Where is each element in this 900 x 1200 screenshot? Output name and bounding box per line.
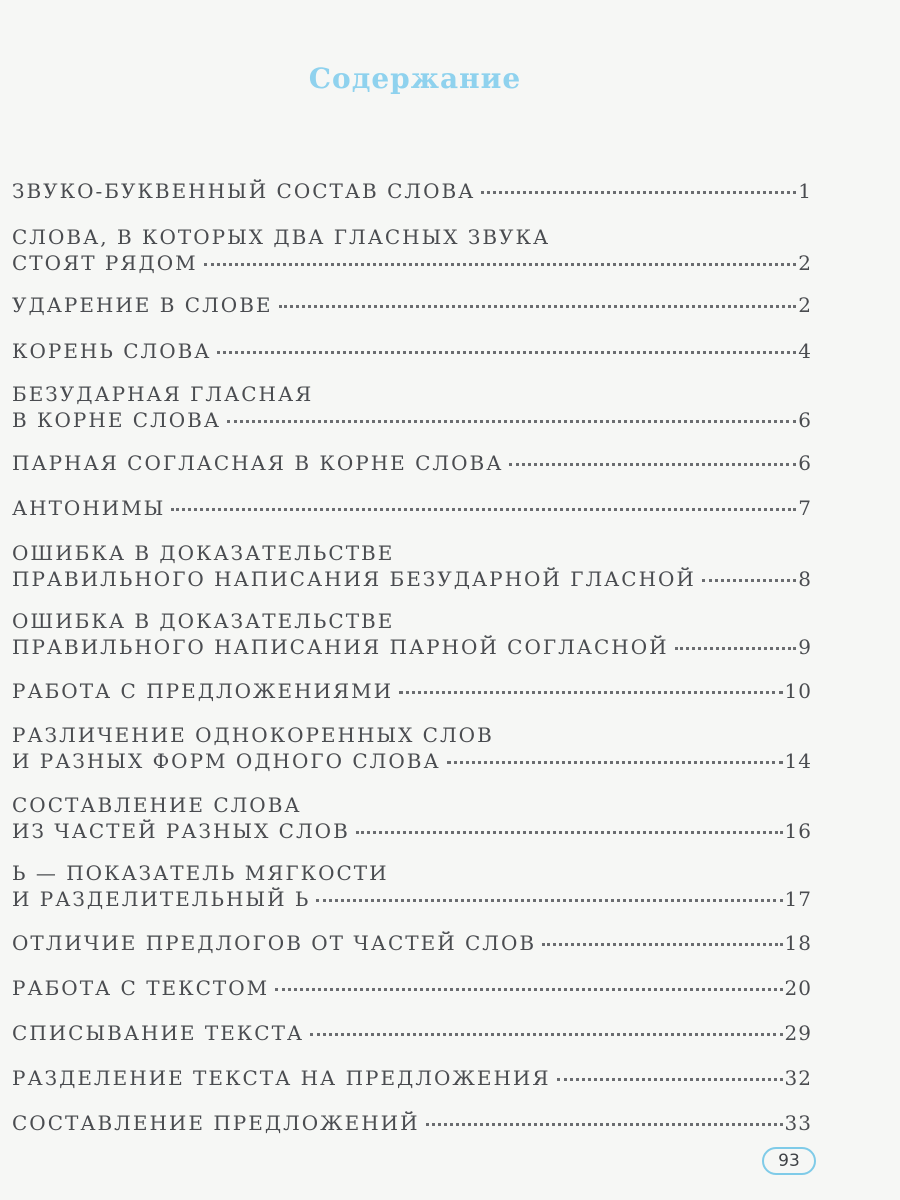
toc-entry-title-line1: БЕЗУДАРНАЯ ГЛАСНАЯ (12, 382, 314, 406)
toc-entry-title-line1: ОШИБКА В ДОКАЗАТЕЛЬСТВЕ (12, 541, 395, 565)
dot-leader (447, 761, 783, 764)
dot-leader (542, 943, 782, 946)
dot-leader (481, 191, 796, 194)
toc-entry-title-line1: СЛОВА, В КОТОРЫХ ДВА ГЛАСНЫХ ЗВУКА (12, 225, 551, 249)
dot-leader (399, 691, 782, 694)
toc-entry[interactable] (12, 294, 812, 316)
toc-page-number: 33 (784, 1111, 812, 1135)
dot-leader (426, 1123, 783, 1126)
page-number-badge: 93 (762, 1147, 816, 1175)
dot-leader (316, 899, 782, 902)
toc-page-number: 16 (784, 819, 812, 843)
toc-entry-title: ПРАВИЛЬНОГО НАПИСАНИЯ БЕЗУДАРНОЙ ГЛАСНОЙ (12, 567, 696, 591)
toc-entry-title: СОСТАВЛЕНИЕ ПРЕДЛОЖЕНИЙ (12, 1111, 420, 1135)
toc-entry-title: УДАРЕНИЕ В СЛОВЕ (12, 293, 273, 317)
toc-entry-title: ПАРНАЯ СОГЛАСНАЯ В КОРНЕ СЛОВА (12, 451, 504, 475)
toc-entry-title: ПРАВИЛЬНОГО НАПИСАНИЯ ПАРНОЙ СОГЛАСНОЙ (12, 635, 669, 659)
toc-page-number: 17 (784, 887, 812, 911)
dot-leader (204, 263, 796, 266)
dot-leader (227, 420, 796, 423)
toc-entry[interactable] (12, 862, 812, 910)
dot-leader (702, 579, 796, 582)
toc-entry[interactable] (12, 383, 812, 431)
toc-page-number: 7 (798, 496, 812, 520)
toc-entry[interactable] (12, 610, 812, 658)
toc-entry[interactable] (12, 340, 812, 362)
toc-page-number: 6 (798, 408, 812, 432)
toc-entry[interactable] (12, 724, 812, 772)
toc-entry[interactable] (12, 794, 812, 842)
toc-entry-title: СПИСЫВАНИЕ ТЕКСТА (12, 1021, 305, 1045)
toc-page-number: 32 (784, 1066, 812, 1090)
toc-page-number: 2 (798, 293, 812, 317)
toc-page-number: 10 (784, 679, 812, 703)
toc-entry[interactable] (12, 452, 812, 474)
toc-entry-title: И РАЗДЕЛИТЕЛЬНЫЙ Ь (12, 887, 311, 911)
dot-leader (217, 351, 796, 354)
toc-entry-title-line1: СОСТАВЛЕНИЕ СЛОВА (12, 793, 302, 817)
toc-entry-title: ЗВУКО-БУКВЕННЫЙ СОСТАВ СЛОВА (12, 179, 476, 203)
dot-leader (509, 463, 796, 466)
dot-leader (310, 1033, 782, 1036)
toc-entry-title-line1: Ь — ПОКАЗАТЕЛЬ МЯГКОСТИ (12, 861, 389, 885)
toc-entry-title-line1: ОШИБКА В ДОКАЗАТЕЛЬСТВЕ (12, 609, 395, 633)
toc-page-number: 20 (784, 976, 812, 1000)
toc-entry[interactable] (12, 1022, 812, 1044)
toc-entry[interactable] (12, 932, 812, 954)
dot-leader (557, 1078, 783, 1081)
toc-entry[interactable] (12, 1112, 812, 1134)
toc-entry[interactable] (12, 497, 812, 519)
toc-entry-title: РАЗДЕЛЕНИЕ ТЕКСТА НА ПРЕДЛОЖЕНИЯ (12, 1066, 551, 1090)
toc-entry-title: АНТОНИМЫ (12, 496, 166, 520)
toc-entry-title: ОТЛИЧИЕ ПРЕДЛОГОВ ОТ ЧАСТЕЙ СЛОВ (12, 931, 537, 955)
toc-entry-title: И РАЗНЫХ ФОРМ ОДНОГО СЛОВА (12, 749, 441, 773)
toc-page-number: 2 (798, 251, 812, 275)
toc-entry[interactable] (12, 1067, 812, 1089)
toc-entry-title: В КОРНЕ СЛОВА (12, 408, 222, 432)
toc-entry-title: КОРЕНЬ СЛОВА (12, 339, 212, 363)
toc-page-number: 4 (798, 339, 812, 363)
toc-page-number: 8 (798, 567, 812, 591)
toc-page-number: 9 (798, 635, 812, 659)
toc-entry-title: ИЗ ЧАСТЕЙ РАЗНЫХ СЛОВ (12, 819, 350, 843)
toc-entry[interactable] (12, 542, 812, 590)
dot-leader (171, 508, 796, 511)
toc-entry[interactable] (12, 977, 812, 999)
dot-leader (356, 831, 783, 834)
toc-entry-title-line1: РАЗЛИЧЕНИЕ ОДНОКОРЕННЫХ СЛОВ (12, 723, 494, 747)
toc-page-number: 29 (784, 1021, 812, 1045)
toc-entry[interactable] (12, 680, 812, 702)
toc-page-number: 14 (784, 749, 812, 773)
toc-page-number: 18 (784, 931, 812, 955)
toc-entry[interactable] (12, 180, 812, 202)
dot-leader (279, 305, 797, 308)
toc-entry-title: СТОЯТ РЯДОМ (12, 251, 198, 275)
toc-page-number: 1 (798, 179, 812, 203)
page-title: Содержание (308, 62, 522, 95)
dot-leader (675, 647, 796, 650)
toc-entry[interactable] (12, 226, 812, 274)
toc-entry-title: РАБОТА С ТЕКСТОМ (12, 976, 270, 1000)
toc-page-number: 6 (798, 451, 812, 475)
dot-leader (275, 988, 782, 991)
toc-entry-title: РАБОТА С ПРЕДЛОЖЕНИЯМИ (12, 679, 394, 703)
